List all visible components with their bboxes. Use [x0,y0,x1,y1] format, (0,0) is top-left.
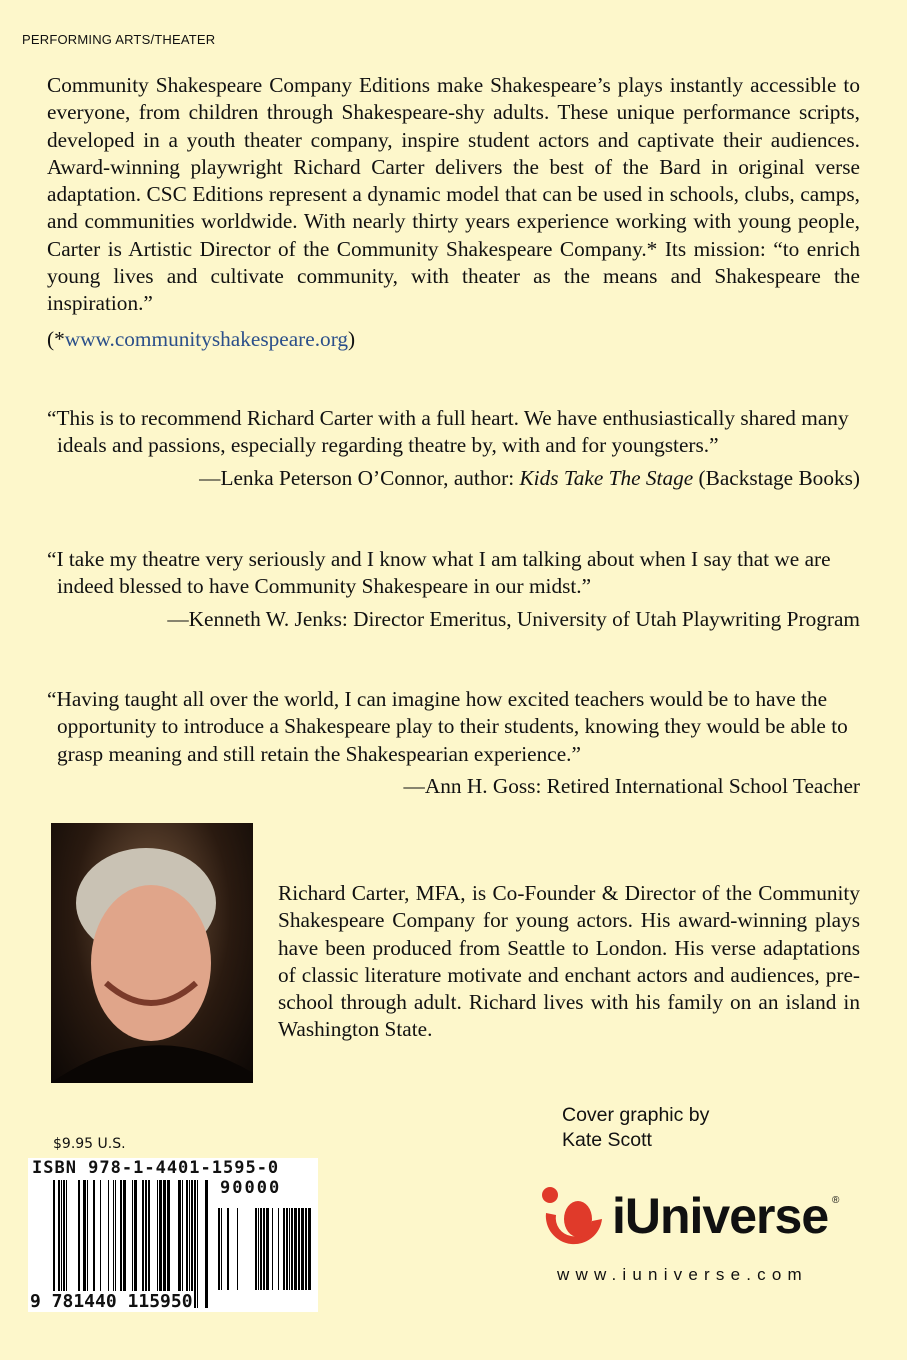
testimonial [47,405,860,492]
barcode-bar [87,1180,88,1308]
barcode-bar [132,1180,133,1308]
barcode-bar [205,1180,208,1308]
note-suffix: ) [348,327,356,351]
publisher-name: iUniverse [612,1188,829,1244]
barcode-bar [266,1208,269,1290]
barcode-bar [294,1208,297,1290]
attribution-publisher: (Backstage Books) [693,465,860,490]
barcode-bar [120,1180,122,1308]
barcode-bar [157,1180,158,1308]
barcode-bar [301,1208,304,1290]
barcode-bar [186,1180,188,1308]
barcode-bar [63,1180,65,1308]
isbn-barcode [28,1158,318,1312]
website-note [47,327,355,352]
barcode-bar [258,1208,259,1290]
cover-credit [562,1103,709,1153]
barcode-bar [272,1208,273,1290]
barcode-bar [123,1180,126,1308]
isbn-text: ISBN 978-1-4401-1595-0 [32,1158,280,1178]
publisher-logo [540,1185,840,1260]
testimonial-text: “I take my theatre very seriously and I know what I am talking about when I say that we are indeed blessed to have Community Shakespeare in our midst.” [47,547,831,599]
iuniverse-swirl-icon [540,1185,610,1260]
barcode-bar [100,1180,101,1308]
barcode-bar [189,1180,190,1308]
barcode-bar [298,1208,300,1290]
barcode-bar [115,1180,116,1308]
barcode-bar [159,1180,162,1308]
barcode-bar [283,1208,285,1290]
attribution-work: Kids Take The Stage [519,465,694,490]
barcode-bar [93,1180,95,1308]
barcode-bar [227,1208,229,1290]
author-photo [51,823,253,1083]
price: $9.95 U.S. [53,1136,126,1152]
barcode-bar [142,1180,144,1308]
testimonial-text: “Having taught all over the world, I can imagine how excited teachers would be to have the opportunity to introduce a Shakespeare play to their students, knowing they would be able to grasp meaning and still retain the Shakespearian experience.” [47,687,848,766]
barcode-bar [194,1180,196,1308]
testimonial-attribution [47,465,860,492]
book-description: Community Shakespeare Company Editions make Shakespeare’s plays instantly accessible to everyone, from children through Shakespeare-shy adults. These unique performance scripts, developed in a youth theater company, inspire student actors and captivate their audiences. Award-winning playwright Richard Carter delivers the best of the Bard in original verse adaptation. CSC Editions represent a dynamic model that can be used in schools, clubs, camps, and communities worldwide. With nearly thirty years experience working with young people, Carter is Artistic Director of the Community Shakespeare Company.* Its mission: “to enrich young lives and cultivate community, with theater as the means and Shakespeare the inspiration.” [47,73,860,316]
barcode-bar [197,1180,198,1308]
barcode-bar [53,1180,55,1308]
barcode-bar [66,1180,67,1308]
barcode-bar [255,1208,257,1290]
credit-name: Kate Scott [562,1129,652,1151]
barcode-bar [286,1208,288,1290]
barcode-bar [78,1180,80,1308]
barcode-bar [289,1208,290,1290]
barcode-bar [145,1180,147,1308]
barcode-bar [83,1180,86,1308]
barcode-bar [178,1180,181,1308]
barcode-bar [191,1180,193,1308]
testimonial [47,686,860,800]
note-prefix: (* [47,327,65,351]
registered-mark: ® [832,1195,840,1206]
barcode-bar [113,1180,114,1308]
publisher-url[interactable]: www.iuniverse.com [557,1265,808,1284]
barcode-bar [134,1180,137,1308]
barcode-bar [167,1180,170,1308]
category-label: PERFORMING ARTS/THEATER [22,32,216,47]
barcode-bar [163,1180,166,1308]
testimonial-text: “This is to recommend Richard Carter with a full heart. We have enthusiastically shared many ideals and passions, especially regarding theatre by, with and for youngsters.” [47,406,849,458]
barcode-bar [61,1180,62,1308]
testimonial [47,546,860,633]
barcode-bar [263,1208,265,1290]
price-addon-code: 90000 [220,1178,282,1198]
barcode-bar [291,1208,293,1290]
barcode-bar [305,1208,307,1290]
barcode-bar [237,1208,238,1290]
author-bio: Richard Carter, MFA, is Co-Founder & Director of the Community Shakespeare Company for young actors. His award-winning plays have been produced from Seattle to London. His verse adaptations of classic literature motivate and enchant actors and audiences, pre-school through adult. Richard lives with his family on an island in Washington State. [278,881,860,1042]
barcode-bar [221,1208,222,1290]
barcode-bar [182,1180,183,1308]
barcode-bar [260,1208,262,1290]
credit-line: Cover graphic by [562,1104,710,1126]
attribution-name: —Lenka Peterson O’Connor, author: [199,465,520,490]
barcode-bar [108,1180,109,1308]
barcode-bar [278,1208,279,1290]
website-link[interactable]: www.communityshakespeare.org [64,327,349,351]
barcode-bar [308,1208,311,1290]
testimonial-attribution: —Kenneth W. Jenks: Director Emeritus, University of Utah Playwriting Program [167,606,860,631]
barcode-bars [28,1158,318,1312]
barcode-bar [148,1180,150,1308]
barcode-bar [58,1180,60,1308]
ean-digits: 9 781440 115950 [30,1291,193,1312]
testimonial-attribution: —Ann H. Goss: Retired International School Teacher [403,773,860,798]
barcode-bar [218,1208,220,1290]
